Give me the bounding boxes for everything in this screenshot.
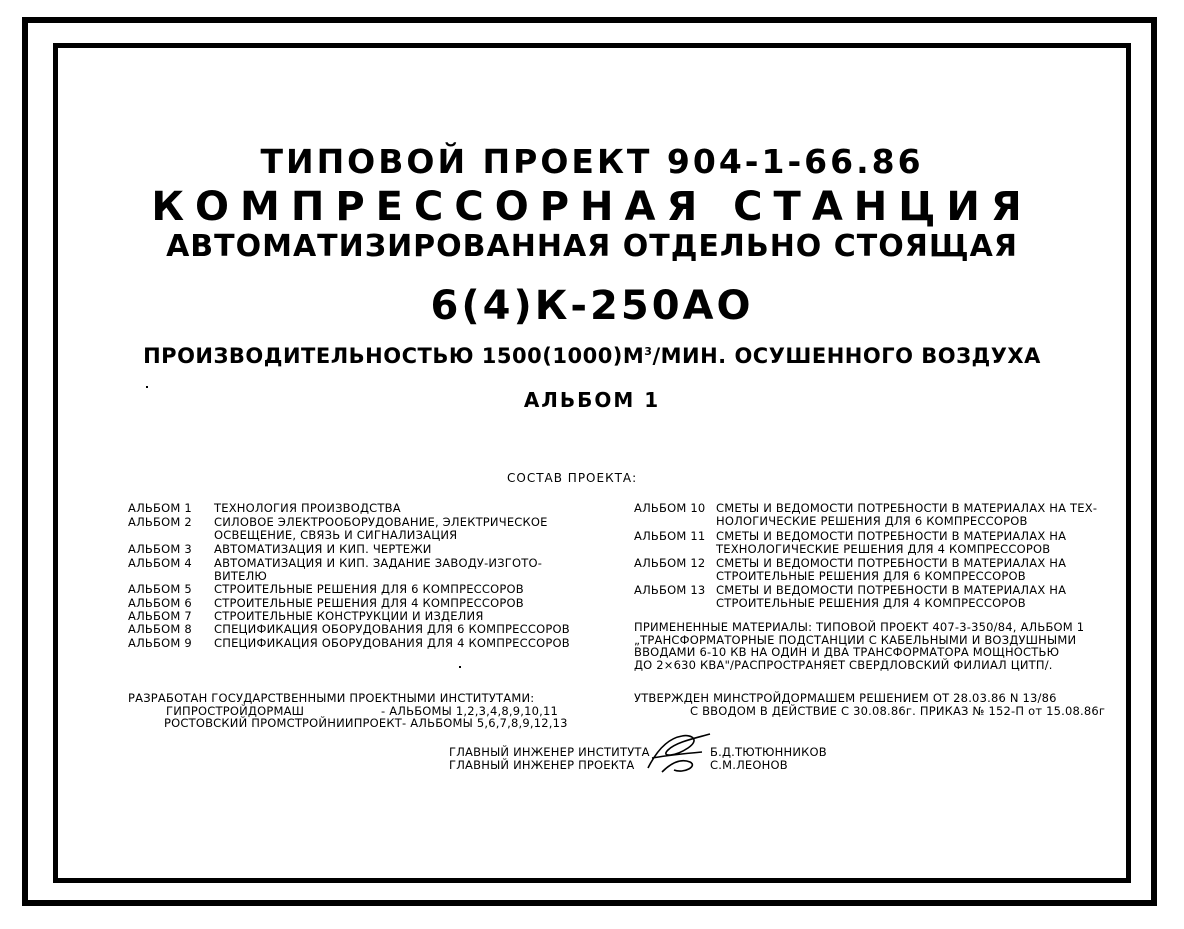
album-description (214, 610, 484, 623)
album-label: АЛЬБОМ 4 (128, 556, 192, 570)
album-item (128, 543, 432, 556)
album-item (634, 557, 1066, 582)
stray-dot (459, 666, 461, 668)
signature-name: С.М.ЛЕОНОВ (710, 757, 788, 772)
org-gipro: ГИПРОСТРОЙДОРМАШ (166, 703, 305, 718)
album-description-line: СТРОИТЕЛЬНЫЕ РЕШЕНИЯ ДЛЯ 6 КОМПРЕССОРОВ (716, 568, 1026, 583)
capacity-superscript: 3 (644, 345, 653, 358)
album-description-line: СТРОИТЕЛЬНЫЕ КОНСТРУКЦИИ И ИЗДЕЛИЯ (214, 609, 484, 623)
album-description (214, 637, 570, 650)
approval-line: УТВЕРЖДЕН МИНСТРОЙДОРМАШЕМ РЕШЕНИЕМ ОТ 28.03.86 N 13/86 (634, 691, 1057, 705)
signature-row (449, 746, 827, 759)
approval-line: С ВВОДОМ В ДЕЙСТВИЕ С 30.08.86г. ПРИКАЗ № 152-П от 15.08.86г (690, 703, 1106, 718)
album-description (716, 584, 1066, 609)
album-description (716, 557, 1066, 582)
materials-line: ВВОДАМИ 6-10 КВ НА ОДИН И ДВА ТРАНСФОРМАТОРА МОЩНОСТЬЮ (634, 645, 1060, 659)
album-description-line: СМЕТЫ И ВЕДОМОСТИ ПОТРЕБНОСТИ В МАТЕРИАЛАХ НА (716, 529, 1067, 543)
album-description-line: ТЕХНОЛОГИЧЕСКИЕ РЕШЕНИЯ ДЛЯ 4 КОМПРЕССОРОВ (716, 541, 1051, 556)
album-description-line: АВТОМАТИЗАЦИЯ И КИП. ЧЕРТЕЖИ (214, 542, 432, 556)
signature-role: ГЛАВНЫЙ ИНЖЕНЕР ИНСТИТУТА (449, 745, 650, 759)
album-item (128, 610, 484, 623)
album-label: АЛЬБОМ 5 (128, 582, 192, 596)
album-description-line: СМЕТЫ И ВЕДОМОСТИ ПОТРЕБНОСТИ В МАТЕРИАЛАХ НА ТЕХ- (716, 501, 1098, 515)
album-label: АЛЬБОМ 10 (634, 501, 706, 515)
album-item (634, 502, 1097, 527)
album-description (716, 530, 1066, 555)
album-label: АЛЬБОМ 3 (128, 542, 192, 556)
album-description (214, 502, 401, 515)
capacity-line (0, 344, 1184, 368)
materials-line: ДО 2×630 КВА"/РАСПРОСТРАНЯЕТ СВЕРДЛОВСКИЙ ФИЛИАЛ ЦИТП/. (634, 657, 1053, 672)
album-label: АЛЬБОМ 9 (128, 636, 192, 650)
album-description (214, 543, 432, 556)
album-description-line: СТРОИТЕЛЬНЫЕ РЕШЕНИЯ ДЛЯ 6 КОМПРЕССОРОВ (214, 582, 524, 596)
album-label: АЛЬБОМ 2 (128, 515, 192, 529)
station-title: КОМПРЕССОРНАЯ СТАНЦИЯ (151, 184, 1033, 230)
album-description (214, 583, 524, 596)
album-description (214, 623, 570, 636)
album-item (128, 623, 570, 636)
album-description (214, 597, 524, 610)
album-description-line: СТРОИТЕЛЬНЫЕ РЕШЕНИЯ ДЛЯ 4 КОМПРЕССОРОВ (716, 595, 1026, 610)
album-label: АЛЬБОМ 11 (634, 529, 706, 543)
album-label: АЛЬБОМ 1 (128, 501, 192, 515)
org-gipro-albums: - АЛЬБОМЫ 1,2,3,4,8,9,10,11 (381, 703, 559, 718)
album-item (128, 597, 524, 610)
composition-heading: СОСТАВ ПРОЕКТА: (507, 471, 638, 485)
album-item (128, 516, 548, 541)
album-description-line: СМЕТЫ И ВЕДОМОСТИ ПОТРЕБНОСТИ В МАТЕРИАЛАХ НА (716, 556, 1067, 570)
album-description (214, 557, 542, 582)
album-description-line: СПЕЦИФИКАЦИЯ ОБОРУДОВАНИЯ ДЛЯ 4 КОМПРЕССОРОВ (214, 636, 570, 650)
album-description-line: ОСВЕЩЕНИЕ, СВЯЗЬ И СИГНАЛИЗАЦИЯ (214, 527, 458, 542)
org-rostov: РОСТОВСКИЙ ПРОМСТРОЙНИИПРОЕКТ (164, 716, 402, 730)
album-description-line: СТРОИТЕЛЬНЫЕ РЕШЕНИЯ ДЛЯ 4 КОМПРЕССОРОВ (214, 596, 524, 610)
album-item (128, 637, 570, 650)
capacity-text-b: /МИН. ОСУШЕННОГО ВОЗДУХА (652, 344, 1041, 368)
album-description (214, 516, 548, 541)
signature-name: Б.Д.ТЮТЮННИКОВ (710, 745, 827, 759)
album-label: АЛЬБОМ 12 (634, 556, 706, 570)
album-description-line: ТЕХНОЛОГИЯ ПРОИЗВОДСТВА (214, 501, 401, 515)
album-label: АЛЬБОМ 8 (128, 622, 192, 636)
album-item (634, 530, 1066, 555)
signature-row (449, 759, 827, 772)
album-label: АЛЬБОМ 7 (128, 609, 192, 623)
album-item (128, 557, 542, 582)
capacity-text-a: ПРОИЗВОДИТЕЛЬНОСТЬЮ 1500(1000)М (143, 344, 645, 368)
album-label: АЛЬБОМ 13 (634, 583, 706, 597)
model-code: 6(4)К-250АО (430, 283, 754, 329)
album-description-line: НОЛОГИЧЕСКИЕ РЕШЕНИЯ ДЛЯ 6 КОМПРЕССОРОВ (716, 513, 1028, 528)
album-label: АЛЬБОМ 6 (128, 596, 192, 610)
album-description-line: ВИТЕЛЮ (214, 568, 268, 583)
org-rostov-albums: - АЛЬБОМЫ 5,6,7,8,9,12,13 (401, 716, 568, 730)
materials-line: „ТРАНСФОРМАТОРНЫЕ ПОДСТАНЦИИ С КАБЕЛЬНЫМИ И ВОЗДУШНЫМИ (634, 632, 1077, 647)
signature-role: ГЛАВНЫЙ ИНЖЕНЕР ПРОЕКТА (449, 757, 635, 772)
project-number: ТИПОВОЙ ПРОЕКТ 904-1-66.86 (260, 142, 924, 181)
applied-materials (634, 621, 1084, 671)
developed-heading: РАЗРАБОТАН ГОСУДАРСТВЕННЫМИ ПРОЕКТНЫМИ ИНСТИТУТАМИ: (128, 691, 535, 705)
approval (634, 692, 1105, 717)
signatures (449, 746, 827, 771)
handwritten-signature (640, 728, 720, 784)
station-subtitle: АВТОМАТИЗИРОВАННАЯ ОТДЕЛЬНО СТОЯЩАЯ (166, 229, 1018, 264)
stray-dot (146, 386, 148, 388)
album-description-line: СИЛОВОЕ ЭЛЕКТРООБОРУДОВАНИЕ, ЭЛЕКТРИЧЕСКОЕ (214, 515, 548, 529)
album-description-line: СМЕТЫ И ВЕДОМОСТИ ПОТРЕБНОСТИ В МАТЕРИАЛАХ НА (716, 583, 1067, 597)
materials-line: ПРИМЕНЕННЫЕ МАТЕРИАЛЫ: ТИПОВОЙ ПРОЕКТ 407-3-350/84, АЛЬБОМ 1 (634, 620, 1085, 634)
developed-by (128, 692, 568, 730)
album-description (716, 502, 1097, 527)
album-description-line: СПЕЦИФИКАЦИЯ ОБОРУДОВАНИЯ ДЛЯ 6 КОМПРЕССОРОВ (214, 622, 570, 636)
album-description-line: АВТОМАТИЗАЦИЯ И КИП. ЗАДАНИЕ ЗАВОДУ-ИЗГОТО- (214, 556, 543, 570)
album-item (634, 584, 1066, 609)
album-item (128, 583, 524, 596)
album-item (128, 502, 401, 515)
album-title: АЛЬБОМ 1 (523, 388, 661, 412)
